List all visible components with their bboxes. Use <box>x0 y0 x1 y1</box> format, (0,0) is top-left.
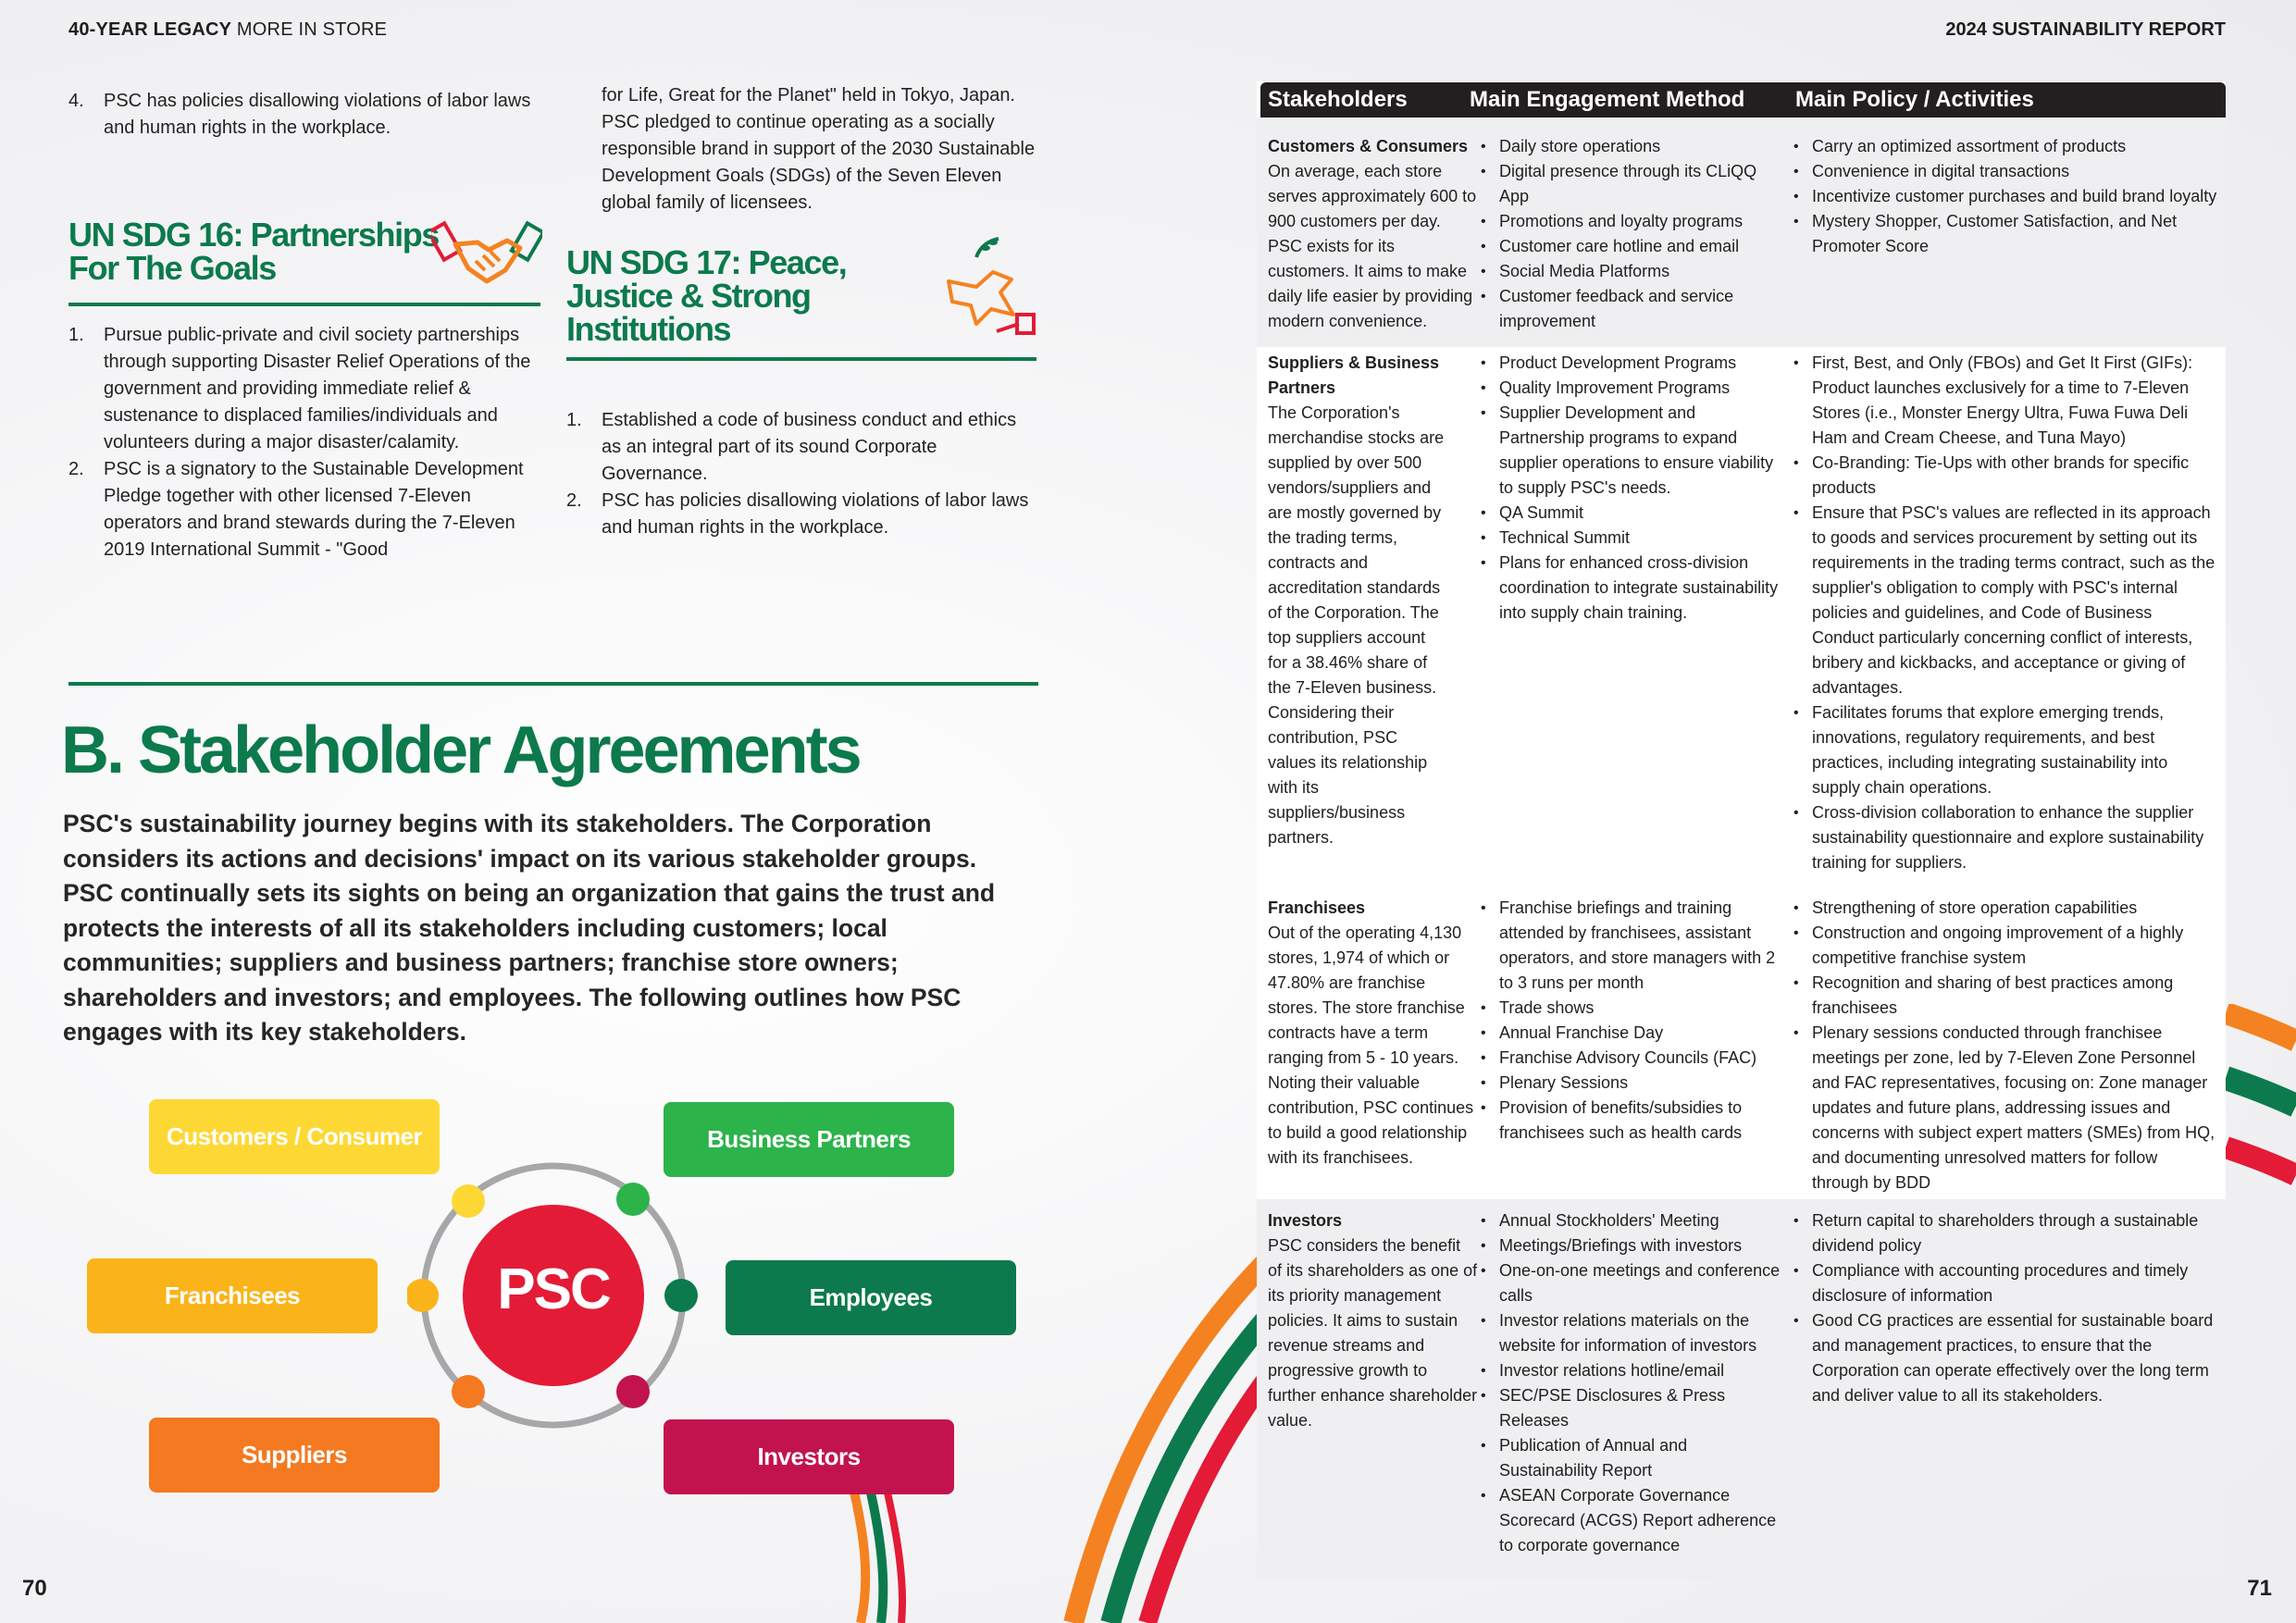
stakeholder-franchisees: Franchisees <box>87 1258 378 1333</box>
list-item: 1. Established a code of business conduct and ethics as an integral part of its sound Corporate Governance. <box>566 410 1017 484</box>
methods-cell: • Daily store operations • Digital presence through its CLiQQ App • Promotions and loyalty programs • Customer care hotline and email • Social Media Platforms • Customer feedback and service improvement <box>1479 134 1784 334</box>
col2-continued-text: for Life, Great for the Planet" held in Tokyo, Japan. PSC pledged to continue operating as a socially responsible brand in support of the 2030 Sustainable Development Goals (SDGs) of the Seven Eleven global family of licensees. <box>602 85 1036 213</box>
stakeholder-suppliers: Suppliers <box>149 1418 440 1493</box>
node-dot <box>407 1279 439 1312</box>
sdg17-title: UN SDG 17: Peace, Justice & Strong Institutions <box>566 243 847 348</box>
dove-gavel-icon <box>939 235 1041 346</box>
psc-center-label: PSC <box>497 1258 610 1321</box>
header-right: 2024 SUSTAINABILITY REPORT <box>1945 19 2226 40</box>
stakeholder-customers: Customers / Consumer <box>149 1099 440 1174</box>
methods-cell: • Product Development Programs • Quality Improvement Programs • Supplier Development and Partnership programs to expand supplier operations to ensure viability to supply PSC's needs. • QA Summit • Technical Summit • Plans for enhanced cross-division coordination to integrate sustainability into supply chain training. <box>1479 351 1784 626</box>
intro-paragraph: PSC's sustainability journey begins with its stakeholders. The Corporation considers its actions and decisions' impact on its various stakeholder groups. PSC continually sets its sights on being an organization that gains the trust and protects the interests of all its stakeholders including customers; local communities; suppliers and business partners; franchise store owners; shareholders and investors; and employees. The following outlines how PSC engages with its key stakeholders. <box>63 810 996 1046</box>
stakeholder-cell: Customers & Consumers On average, each store serves approximately 600 to 900 customers per day. PSC exists for its customers. It aims to make daily life easier by providing modern convenience. <box>1268 137 1477 330</box>
section-title: B. Stakeholder Agreements <box>61 713 860 787</box>
sdg16-list <box>68 322 550 564</box>
methods-cell: • Franchise briefings and training attended by franchisees, assistant operators, and store managers with 2 to 3 runs per month • Trade shows • Annual Franchise Day • Franchise Advisory Councils (FAC) • Plenary Sessions • Provision of benefits/subsidies to franchisees such as health cards <box>1479 896 1784 1146</box>
table-row <box>1257 347 2226 886</box>
node-dot <box>452 1375 485 1408</box>
node-dot <box>452 1184 485 1218</box>
sdg17-list <box>566 407 1038 541</box>
decorative-stripes-right <box>2226 1004 2296 1226</box>
page-number-left: 70 <box>22 1576 47 1601</box>
sdg16-title: UN SDG 16: Partnerships For The Goals <box>68 216 439 287</box>
stakeholder-investors: Investors <box>664 1419 954 1494</box>
header-left: 40-YEAR LEGACY MORE IN STORE <box>68 19 388 40</box>
handshake-icon <box>431 217 542 287</box>
node-dot <box>664 1279 698 1312</box>
table-row <box>1257 118 2226 347</box>
node-dot <box>616 1183 650 1216</box>
methods-cell: • Annual Stockholders' Meeting • Meetings/Briefings with investors • One-on-one meetings and conference calls • Investor relations materials on the website for information of investors • Investor relations hotline/email • SEC/PSE Disclosures & Press Releases • Publication of Annual and Sustainability Report • ASEAN Corporate Governance Scorecard (ACGS) Report adherence to corporate governance <box>1479 1208 1784 1558</box>
column-header: Stakeholders <box>1268 87 1408 112</box>
stakeholder-cell: Investors PSC considers the benefit of its shareholders as one of its priority management policies. It aims to sustain revenue streams and progressive growth to further enhance shareholder value. <box>1268 1211 1478 1430</box>
column-header: Main Policy / Activities <box>1795 87 2034 112</box>
policies-cell: • First, Best, and Only (FBOs) and Get It First (GIFs): Product launches exclusively for a time to 7-Eleven Stores (i.e., Monster Energy Ultra, Fuwa Fuwa Deli Ham and Cream Cheese, and Tuna Mayo) • Co-Branding: Tie-Ups with other brands for specific products • Ensure that PSC's values are reflected in its approach to goods and services procurement by setting out its requirements in the trading terms contract, such as the supplier's obligation to comply with PSC's internal policies and guidelines, and Code of Business Conduct particularly concerning conflict of interests, bribery and kickbacks, and acceptance or giving of advantages. • Facilitates forums that explore emerging trends, innovations, regulatory requirements, and best practices, including integrating sustainability into supply chain operations. • Cross-division collaboration to enhance the supplier sustainability questionnaire and explore sustainability training for suppliers. <box>1792 351 2217 875</box>
column-header: Main Engagement Method <box>1470 87 1745 112</box>
decorative-stripes-bottom <box>833 1481 944 1623</box>
table-header <box>1260 82 2226 118</box>
stakeholder-business-partners: Business Partners <box>664 1102 954 1177</box>
list-item: 2. PSC has policies disallowing violations of labor laws and human rights in the workplace. <box>566 490 1029 538</box>
policies-cell: • Carry an optimized assortment of products • Convenience in digital transactions • Incentivize customer purchases and build brand loyalty • Mystery Shopper, Customer Satisfaction, and Net Promoter Score <box>1792 134 2217 259</box>
section-rule <box>68 682 1038 686</box>
policies-cell: • Return capital to shareholders through a sustainable dividend policy • Compliance with accounting procedures and timely disclosure of information • Good CG practices are essential for sustainable board and management practices, to ensure that the Corporation can operate effectively over the long term and deliver value to all its stakeholders. <box>1792 1208 2217 1408</box>
stakeholder-cell: Franchisees Out of the operating 4,130 stores, 1,974 of which or 47.80% are franchise stores. The store franchise contracts have a term ranging from 5 - 10 years. Noting their valuable contribution, PSC continues to build a good relationship with its franchisees. <box>1268 898 1474 1167</box>
list-item: 1. Pursue public-private and civil society partnerships through supporting Disaster Relief Operations of the government and providing immediate relief & sustenance to displaced families/individuals and volunteers during a major disaster/calamity. <box>68 325 531 452</box>
sdg17-rule <box>566 357 1036 361</box>
table-row <box>1257 886 2226 1199</box>
sdg16-rule <box>68 303 540 306</box>
page-number-right: 71 <box>2247 1576 2272 1601</box>
stakeholder-employees: Employees <box>726 1260 1016 1335</box>
list-item: 2. PSC is a signatory to the Sustainable Development Pledge together with other licensed 7-Eleven operators and brand stewards during the 7-Eleven 2019 International Summit - "Good <box>68 459 524 560</box>
stakeholder-cell: Suppliers & Business Partners The Corporation's merchandise stocks are supplied by over 500 vendors/suppliers and are mostly governed by the trading terms, contracts and accreditation standards of the Corporation. The top suppliers account for a 38.46% share of the 7-Eleven business. Considering their contribution, PSC values its relationship with its suppliers/business partners. <box>1268 353 1445 847</box>
node-dot <box>616 1375 650 1408</box>
list-item: 4. PSC has policies disallowing violations of labor laws and human rights in the workplace. <box>68 91 531 138</box>
col1-list-continued <box>68 88 531 142</box>
table-row <box>1257 1199 2226 1579</box>
policies-cell: • Strengthening of store operation capabilities • Construction and ongoing improvement of a highly competitive franchise system • Recognition and sharing of best practices among franchisees • Plenary sessions conducted through franchisee meetings per zone, led by 7-Eleven Zone Personnel and FAC representatives, focusing on: Zone manager updates and future plans, addressing issues and concerns with subject expert matters (SMEs) from HQ, and documenting unresolved matters for follow through by BDD <box>1792 896 2217 1196</box>
